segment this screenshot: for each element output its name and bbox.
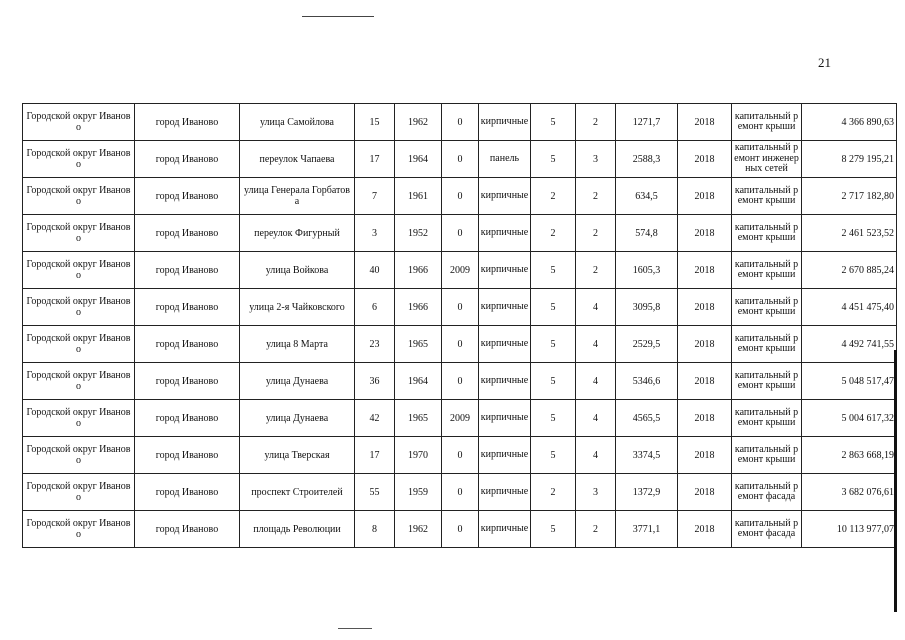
year-built-cell: 1952 <box>395 215 442 252</box>
area-cell: 3771,1 <box>616 511 678 548</box>
street-cell: улица Самойлова <box>240 104 355 141</box>
plan-year-cell: 2018 <box>678 104 732 141</box>
entrances-cell: 4 <box>576 289 616 326</box>
wall-material-cell: кирпичные <box>479 252 531 289</box>
work-type-cell: капитальный ремонт фасада <box>732 511 802 548</box>
city-cell: город Иваново <box>135 289 240 326</box>
table-row <box>23 363 897 400</box>
area-cell: 3095,8 <box>616 289 678 326</box>
year-reconstruction-cell: 0 <box>442 363 479 400</box>
street-cell: улица Генерала Горбатова <box>240 178 355 215</box>
work-type-cell: капитальный ремонт крыши <box>732 437 802 474</box>
house-number-cell: 36 <box>355 363 395 400</box>
cost-cell: 4 366 890,63 <box>802 104 897 141</box>
year-built-cell: 1959 <box>395 474 442 511</box>
floors-cell: 5 <box>531 437 576 474</box>
city-cell: город Иваново <box>135 141 240 178</box>
city-cell: город Иваново <box>135 104 240 141</box>
work-type-cell: капитальный ремонт крыши <box>732 178 802 215</box>
area-cell: 1271,7 <box>616 104 678 141</box>
wall-material-cell: кирпичные <box>479 215 531 252</box>
district-cell: Городской округ Иваново <box>23 326 135 363</box>
floors-cell: 5 <box>531 511 576 548</box>
year-built-cell: 1965 <box>395 400 442 437</box>
house-number-cell: 17 <box>355 141 395 178</box>
street-cell: проспект Строителей <box>240 474 355 511</box>
area-cell: 1605,3 <box>616 252 678 289</box>
work-type-cell: капитальный ремонт крыши <box>732 252 802 289</box>
street-cell: переулок Чапаева <box>240 141 355 178</box>
district-cell: Городской округ Иваново <box>23 400 135 437</box>
area-cell: 1372,9 <box>616 474 678 511</box>
work-type-cell: капитальный ремонт крыши <box>732 326 802 363</box>
cost-cell: 5 004 617,32 <box>802 400 897 437</box>
house-number-cell: 8 <box>355 511 395 548</box>
plan-year-cell: 2018 <box>678 289 732 326</box>
wall-material-cell: кирпичные <box>479 326 531 363</box>
district-cell: Городской округ Иваново <box>23 215 135 252</box>
year-reconstruction-cell: 2009 <box>442 400 479 437</box>
plan-year-cell: 2018 <box>678 215 732 252</box>
entrances-cell: 2 <box>576 511 616 548</box>
cost-cell: 2 670 885,24 <box>802 252 897 289</box>
year-built-cell: 1962 <box>395 104 442 141</box>
bottom-scan-mark <box>338 628 372 629</box>
wall-material-cell: панель <box>479 141 531 178</box>
work-type-cell: капитальный ремонт инженерных сетей <box>732 141 802 178</box>
area-cell: 4565,5 <box>616 400 678 437</box>
area-cell: 3374,5 <box>616 437 678 474</box>
cost-cell: 4 492 741,55 <box>802 326 897 363</box>
district-cell: Городской округ Иваново <box>23 178 135 215</box>
year-reconstruction-cell: 2009 <box>442 252 479 289</box>
table-row <box>23 178 897 215</box>
plan-year-cell: 2018 <box>678 326 732 363</box>
wall-material-cell: кирпичные <box>479 178 531 215</box>
wall-material-cell: кирпичные <box>479 437 531 474</box>
work-type-cell: капитальный ремонт фасада <box>732 474 802 511</box>
work-type-cell: капитальный ремонт крыши <box>732 400 802 437</box>
entrances-cell: 2 <box>576 252 616 289</box>
house-number-cell: 15 <box>355 104 395 141</box>
entrances-cell: 3 <box>576 141 616 178</box>
city-cell: город Иваново <box>135 252 240 289</box>
entrances-cell: 2 <box>576 104 616 141</box>
work-type-cell: капитальный ремонт крыши <box>732 215 802 252</box>
wall-material-cell: кирпичные <box>479 474 531 511</box>
cost-cell: 2 461 523,52 <box>802 215 897 252</box>
district-cell: Городской округ Иваново <box>23 104 135 141</box>
wall-material-cell: кирпичные <box>479 104 531 141</box>
district-cell: Городской округ Иваново <box>23 511 135 548</box>
top-scan-mark <box>302 16 374 17</box>
cost-cell: 2 863 668,19 <box>802 437 897 474</box>
area-cell: 2588,3 <box>616 141 678 178</box>
city-cell: город Иваново <box>135 178 240 215</box>
plan-year-cell: 2018 <box>678 363 732 400</box>
year-reconstruction-cell: 0 <box>442 289 479 326</box>
houses-table <box>22 103 897 548</box>
wall-material-cell: кирпичные <box>479 363 531 400</box>
cost-cell: 5 048 517,47 <box>802 363 897 400</box>
plan-year-cell: 2018 <box>678 474 732 511</box>
table-row <box>23 437 897 474</box>
table-row <box>23 215 897 252</box>
street-cell: площадь Революции <box>240 511 355 548</box>
floors-cell: 2 <box>531 215 576 252</box>
year-built-cell: 1966 <box>395 252 442 289</box>
house-number-cell: 40 <box>355 252 395 289</box>
entrances-cell: 4 <box>576 400 616 437</box>
year-built-cell: 1966 <box>395 289 442 326</box>
plan-year-cell: 2018 <box>678 400 732 437</box>
year-reconstruction-cell: 0 <box>442 474 479 511</box>
floors-cell: 5 <box>531 326 576 363</box>
entrances-cell: 4 <box>576 326 616 363</box>
table-row <box>23 511 897 548</box>
table-row <box>23 104 897 141</box>
plan-year-cell: 2018 <box>678 252 732 289</box>
house-number-cell: 17 <box>355 437 395 474</box>
cost-cell: 10 113 977,07 <box>802 511 897 548</box>
table-row <box>23 252 897 289</box>
house-number-cell: 6 <box>355 289 395 326</box>
table-body <box>23 104 897 548</box>
house-number-cell: 7 <box>355 178 395 215</box>
street-cell: улица Войкова <box>240 252 355 289</box>
work-type-cell: капитальный ремонт крыши <box>732 363 802 400</box>
street-cell: улица Дунаева <box>240 363 355 400</box>
plan-year-cell: 2018 <box>678 178 732 215</box>
entrances-cell: 2 <box>576 178 616 215</box>
floors-cell: 5 <box>531 252 576 289</box>
wall-material-cell: кирпичные <box>479 511 531 548</box>
city-cell: город Иваново <box>135 215 240 252</box>
year-reconstruction-cell: 0 <box>442 104 479 141</box>
city-cell: город Иваново <box>135 474 240 511</box>
area-cell: 574,8 <box>616 215 678 252</box>
street-cell: улица Дунаева <box>240 400 355 437</box>
cost-cell: 2 717 182,80 <box>802 178 897 215</box>
city-cell: город Иваново <box>135 326 240 363</box>
cost-cell: 3 682 076,61 <box>802 474 897 511</box>
table-row <box>23 326 897 363</box>
city-cell: город Иваново <box>135 511 240 548</box>
area-cell: 634,5 <box>616 178 678 215</box>
page-number: 21 <box>818 55 831 70</box>
floors-cell: 2 <box>531 474 576 511</box>
year-built-cell: 1964 <box>395 141 442 178</box>
district-cell: Городской округ Иваново <box>23 289 135 326</box>
street-cell: улица Тверская <box>240 437 355 474</box>
floors-cell: 5 <box>531 141 576 178</box>
plan-year-cell: 2018 <box>678 511 732 548</box>
floors-cell: 5 <box>531 104 576 141</box>
work-type-cell: капитальный ремонт крыши <box>732 104 802 141</box>
entrances-cell: 3 <box>576 474 616 511</box>
house-number-cell: 3 <box>355 215 395 252</box>
year-reconstruction-cell: 0 <box>442 141 479 178</box>
district-cell: Городской округ Иваново <box>23 363 135 400</box>
wall-material-cell: кирпичные <box>479 400 531 437</box>
district-cell: Городской округ Иваново <box>23 437 135 474</box>
table-row <box>23 400 897 437</box>
year-reconstruction-cell: 0 <box>442 326 479 363</box>
street-cell: улица 2-я Чайковского <box>240 289 355 326</box>
entrances-cell: 4 <box>576 437 616 474</box>
cost-cell: 4 451 475,40 <box>802 289 897 326</box>
year-reconstruction-cell: 0 <box>442 178 479 215</box>
year-built-cell: 1964 <box>395 363 442 400</box>
district-cell: Городской округ Иваново <box>23 141 135 178</box>
house-number-cell: 23 <box>355 326 395 363</box>
entrances-cell: 4 <box>576 363 616 400</box>
floors-cell: 5 <box>531 400 576 437</box>
year-built-cell: 1962 <box>395 511 442 548</box>
year-reconstruction-cell: 0 <box>442 437 479 474</box>
year-built-cell: 1970 <box>395 437 442 474</box>
year-reconstruction-cell: 0 <box>442 215 479 252</box>
street-cell: переулок Фигурный <box>240 215 355 252</box>
entrances-cell: 2 <box>576 215 616 252</box>
table-row <box>23 474 897 511</box>
house-number-cell: 42 <box>355 400 395 437</box>
floors-cell: 2 <box>531 178 576 215</box>
floors-cell: 5 <box>531 363 576 400</box>
area-cell: 5346,6 <box>616 363 678 400</box>
table-row <box>23 289 897 326</box>
district-cell: Городской округ Иваново <box>23 252 135 289</box>
plan-year-cell: 2018 <box>678 141 732 178</box>
street-cell: улица 8 Марта <box>240 326 355 363</box>
wall-material-cell: кирпичные <box>479 289 531 326</box>
floors-cell: 5 <box>531 289 576 326</box>
work-type-cell: капитальный ремонт крыши <box>732 289 802 326</box>
city-cell: город Иваново <box>135 363 240 400</box>
district-cell: Городской округ Иваново <box>23 474 135 511</box>
year-reconstruction-cell: 0 <box>442 511 479 548</box>
scan-edge-line <box>894 350 897 612</box>
plan-year-cell: 2018 <box>678 437 732 474</box>
house-number-cell: 55 <box>355 474 395 511</box>
table-container <box>22 103 894 550</box>
cost-cell: 8 279 195,21 <box>802 141 897 178</box>
area-cell: 2529,5 <box>616 326 678 363</box>
city-cell: город Иваново <box>135 400 240 437</box>
city-cell: город Иваново <box>135 437 240 474</box>
year-built-cell: 1961 <box>395 178 442 215</box>
year-built-cell: 1965 <box>395 326 442 363</box>
table-row <box>23 141 897 178</box>
